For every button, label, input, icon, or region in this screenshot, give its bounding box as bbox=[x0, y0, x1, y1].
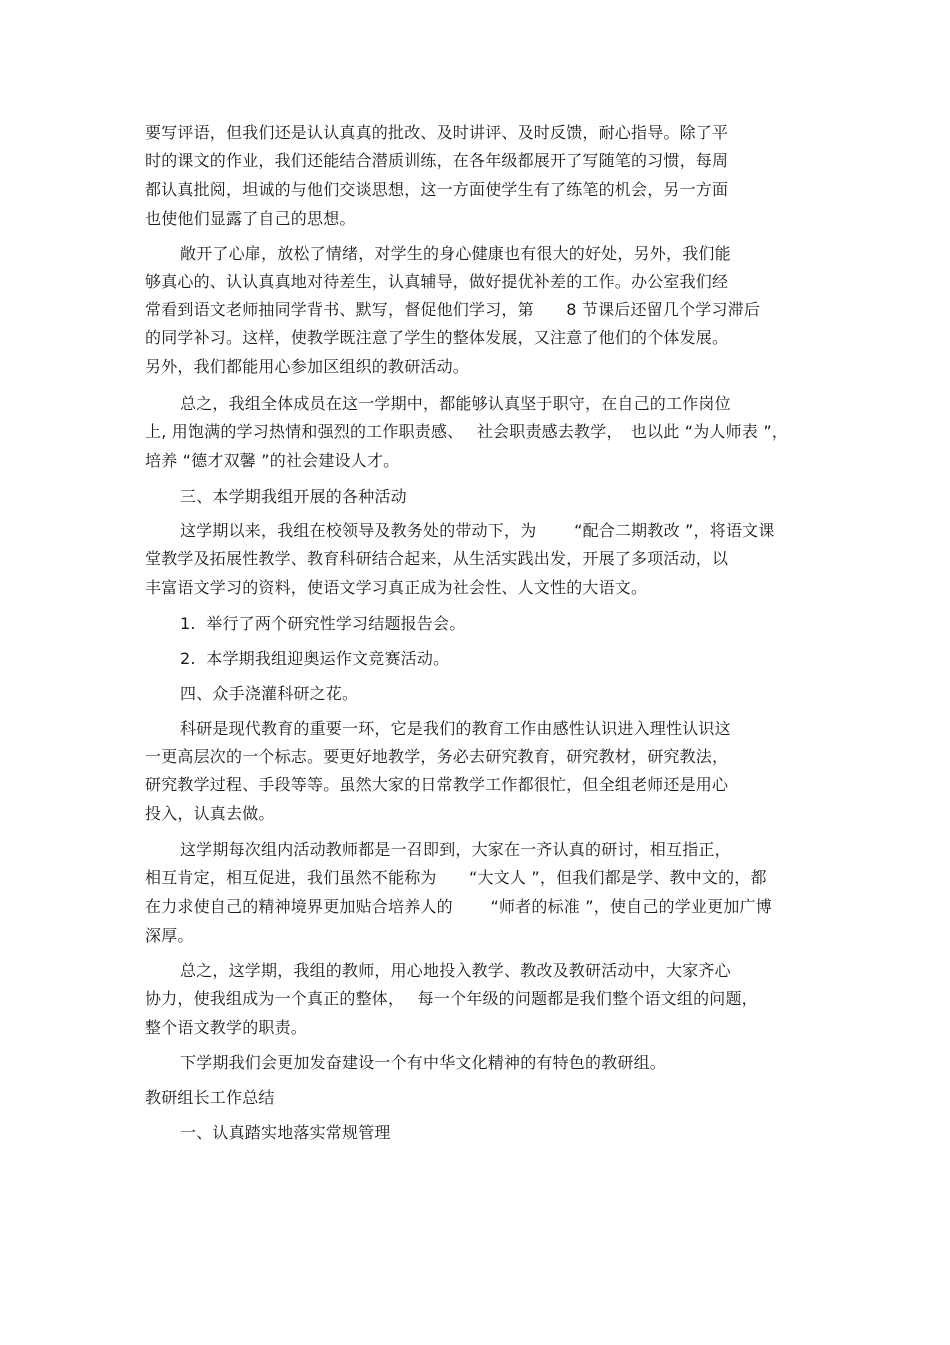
text-line: 时的课文的作业，我们还能结合潜质训练，在各年级都展开了写随笔的习惯，每周 bbox=[145, 151, 729, 170]
text-line: 这学期以来，我组在校领导及教务处的带动下，为 “配合二期教改 ”，将语文课 bbox=[180, 521, 775, 540]
text-line: 下学期我们会更加发奋建设一个有中华文化精神的有特色的教研组。 bbox=[180, 1053, 667, 1072]
text-line: 这学期每次组内活动教师都是一召即到，大家在一齐认真的研讨，相互指正， bbox=[180, 840, 731, 859]
text-line: 敞开了心扉，放松了情绪，对学生的身心健康也有很大的好处，另外，我们能 bbox=[180, 244, 731, 263]
section-heading: 一、认真踏实地落实常规管理 bbox=[180, 1123, 391, 1142]
text-line: 上, 用饱满的学习热情和强烈的工作职责感、 社会职责感去教学， 也以此 “为人师表 ”， bbox=[145, 422, 789, 441]
text-line: 总之，我组全体成员在这一学期中，都能够认真坚于职守，在自己的工作岗位 bbox=[180, 394, 731, 413]
text-line: 堂教学及拓展性教学、教育科研结合起来，从生活实践出发，开展了多项活动，以 bbox=[145, 549, 729, 568]
text-line: 一更高层次的一个标志。要更好地教学，务必去研究教育，研究教材，研究教法， bbox=[145, 747, 729, 766]
section-heading: 三、本学期我组开展的各种活动 bbox=[180, 487, 407, 506]
document-title: 教研组长工作总结 bbox=[145, 1088, 275, 1107]
text-line: 在力求使自己的精神境界更加贴合培养人的 “师者的标准 ”，使自己的学业更加广博 bbox=[145, 897, 772, 916]
text-line: 协力，使我组成为一个真正的整体， 每一个年级的问题都是我们整个语文组的问题， bbox=[145, 989, 758, 1008]
text-line: 培养 “德才双馨 ”的社会建设人才。 bbox=[145, 451, 400, 470]
list-item: 2. 本学期我组迎奥运作文竞赛活动。 bbox=[180, 649, 450, 668]
text-line: 也使他们显露了自己的思想。 bbox=[145, 209, 356, 228]
text-line: 整个语文教学的职责。 bbox=[145, 1018, 308, 1037]
text-line: 相互肯定，相互促进，我们虽然不能称为 “大文人 ”，但我们都是学、教中文的，都 bbox=[145, 868, 767, 887]
text-line: 够真心的、认认真真地对待差生，认真辅导，做好提优补差的工作。办公室我们经 bbox=[145, 272, 729, 291]
text-line: 科研是现代教育的重要一环，它是我们的教育工作由感性认识进入理性认识这 bbox=[180, 719, 731, 738]
text-line: 深厚。 bbox=[145, 926, 194, 945]
section-heading: 四、众手浇灌科研之花。 bbox=[180, 684, 359, 703]
text-line: 丰富语文学习的资料，使语文学习真正成为社会性、人文性的大语文。 bbox=[145, 578, 648, 597]
text-line: 的同学补习。这样，使教学既注意了学生的整体发展，又注意了他们的个体发展。 bbox=[145, 328, 729, 347]
text-line: 另外，我们都能用心参加区组织的教研活动。 bbox=[145, 357, 470, 376]
text-line: 要写评语，但我们还是认认真真的批改、及时讲评、及时反馈，耐心指导。除了平 bbox=[145, 123, 729, 142]
list-item: 1. 举行了两个研究性学习结题报告会。 bbox=[180, 614, 466, 633]
text-line: 都认真批阅，坦诚的与他们交谈思想，这一方面使学生有了练笔的机会，另一方面 bbox=[145, 180, 729, 199]
text-line: 投入，认真去做。 bbox=[145, 804, 275, 823]
text-line: 常看到语文老师抽同学背书、默写，督促他们学习，第 8 节课后还留几个学习滞后 bbox=[145, 300, 761, 319]
text-line: 研究教学过程、手段等等。虽然大家的日常教学工作都很忙，但全组老师还是用心 bbox=[145, 775, 729, 794]
text-line: 总之，这学期，我组的教师，用心地投入教学、教改及教研活动中，大家齐心 bbox=[180, 961, 731, 980]
